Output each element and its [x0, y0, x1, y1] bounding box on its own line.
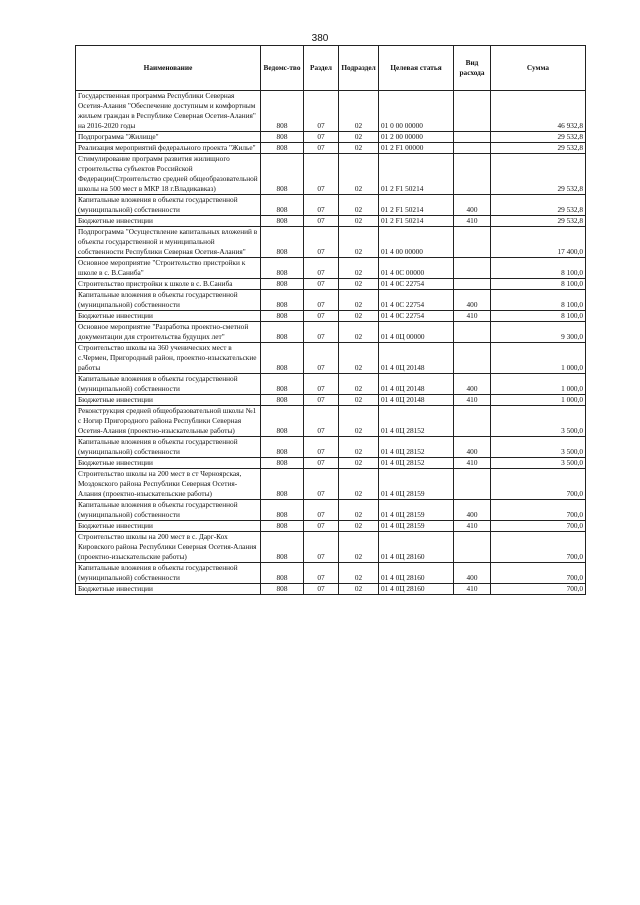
table-row	[76, 584, 586, 595]
row-razdel: 07	[304, 143, 339, 154]
table-row	[76, 91, 586, 132]
header-statya: Целевая статья	[379, 46, 454, 91]
row-statya: 01 4 0Ц 28152	[379, 406, 454, 437]
row-razdel: 07	[304, 500, 339, 521]
table-row	[76, 532, 586, 563]
row-podrazdel: 02	[339, 258, 379, 279]
row-razdel: 07	[304, 322, 339, 343]
row-razdel: 07	[304, 154, 339, 195]
row-ved: 808	[261, 395, 304, 406]
row-razdel: 07	[304, 521, 339, 532]
row-vid: 410	[454, 458, 491, 469]
table-header-row	[76, 46, 586, 91]
row-name: Строительство школы на 360 ученических мест в с.Чермен, Пригородный район, проектно-изыскательские работы	[76, 343, 261, 374]
row-name: Подпрограмма "Осуществление капитальных вложений в объекты государственной и муниципальной собственности Республики Северная Осетия-Алания"	[76, 227, 261, 258]
row-podrazdel: 02	[339, 532, 379, 563]
row-razdel: 07	[304, 91, 339, 132]
row-vid: 400	[454, 500, 491, 521]
row-podrazdel: 02	[339, 458, 379, 469]
table-row	[76, 279, 586, 290]
row-summa: 29 532,8	[491, 143, 586, 154]
row-vid	[454, 132, 491, 143]
row-summa: 29 532,8	[491, 216, 586, 227]
row-vid: 400	[454, 563, 491, 584]
row-statya: 01 2 00 00000	[379, 132, 454, 143]
row-podrazdel: 02	[339, 195, 379, 216]
row-name: Капитальные вложения в объекты государственной (муниципальной) собственности	[76, 500, 261, 521]
row-vid	[454, 406, 491, 437]
table-row	[76, 374, 586, 395]
row-statya: 01 4 0С 22754	[379, 279, 454, 290]
row-name: Государственная программа Республики Северная Осетия-Алания "Обеспечение доступным и комфортным жильем граждан в Республике Северная Осетия-Алания" на 2016-2020 годы	[76, 91, 261, 132]
row-vid: 410	[454, 395, 491, 406]
row-summa: 17 400,0	[491, 227, 586, 258]
row-summa: 1 000,0	[491, 374, 586, 395]
row-name: Бюджетные инвестиции	[76, 395, 261, 406]
row-summa: 700,0	[491, 469, 586, 500]
row-summa: 8 100,0	[491, 311, 586, 322]
table-row	[76, 216, 586, 227]
row-vid	[454, 532, 491, 563]
row-statya: 01 4 0Ц 28159	[379, 521, 454, 532]
row-razdel: 07	[304, 290, 339, 311]
row-summa: 1 000,0	[491, 343, 586, 374]
row-name: Бюджетные инвестиции	[76, 311, 261, 322]
row-statya: 01 4 0С 22754	[379, 290, 454, 311]
row-ved: 808	[261, 258, 304, 279]
row-statya: 01 4 0Ц 28152	[379, 437, 454, 458]
row-podrazdel: 02	[339, 406, 379, 437]
row-name: Капитальные вложения в объекты государственной (муниципальной) собственности	[76, 437, 261, 458]
table-row	[76, 395, 586, 406]
row-vid	[454, 279, 491, 290]
row-summa: 29 532,8	[491, 154, 586, 195]
row-statya: 01 4 0С 00000	[379, 258, 454, 279]
row-vid	[454, 143, 491, 154]
row-razdel: 07	[304, 458, 339, 469]
row-podrazdel: 02	[339, 311, 379, 322]
row-razdel: 07	[304, 311, 339, 322]
row-name: Капитальные вложения в объекты государственной (муниципальной) собственности	[76, 563, 261, 584]
row-podrazdel: 02	[339, 154, 379, 195]
row-statya: 01 0 00 00000	[379, 91, 454, 132]
table-row	[76, 143, 586, 154]
row-ved: 808	[261, 521, 304, 532]
row-name: Основное мероприятие "Строительство пристройки к школе в с. В.Санибa"	[76, 258, 261, 279]
row-statya: 01 4 0Ц 20148	[379, 343, 454, 374]
row-podrazdel: 02	[339, 290, 379, 311]
table-row	[76, 132, 586, 143]
row-podrazdel: 02	[339, 279, 379, 290]
header-summa: Сумма	[491, 46, 586, 91]
table-row	[76, 500, 586, 521]
row-vid: 400	[454, 290, 491, 311]
row-podrazdel: 02	[339, 91, 379, 132]
row-ved: 808	[261, 311, 304, 322]
row-statya: 01 4 0С 22754	[379, 311, 454, 322]
row-summa: 8 100,0	[491, 279, 586, 290]
row-name: Строительство школы на 200 мест в ст Черноярская, Моздокского района Республики Северная Осетия-Алания (проектно-изыскательские работы)	[76, 469, 261, 500]
row-statya: 01 4 00 00000	[379, 227, 454, 258]
row-podrazdel: 02	[339, 216, 379, 227]
row-podrazdel: 02	[339, 374, 379, 395]
table-row	[76, 290, 586, 311]
table-row	[76, 469, 586, 500]
row-razdel: 07	[304, 279, 339, 290]
row-ved: 808	[261, 563, 304, 584]
row-razdel: 07	[304, 374, 339, 395]
row-razdel: 07	[304, 532, 339, 563]
row-ved: 808	[261, 458, 304, 469]
table-row	[76, 437, 586, 458]
table-row	[76, 311, 586, 322]
row-vid: 400	[454, 195, 491, 216]
row-statya: 01 4 0Ц 28160	[379, 532, 454, 563]
table-row	[76, 154, 586, 195]
row-statya: 01 4 0Ц 28159	[379, 500, 454, 521]
row-statya: 01 2 F1 50214	[379, 195, 454, 216]
table-row	[76, 406, 586, 437]
row-vid: 410	[454, 216, 491, 227]
row-ved: 808	[261, 216, 304, 227]
row-summa: 29 532,8	[491, 132, 586, 143]
row-statya: 01 2 F1 50214	[379, 154, 454, 195]
row-ved: 808	[261, 500, 304, 521]
header-razdel: Раздел	[304, 46, 339, 91]
row-ved: 808	[261, 132, 304, 143]
row-statya: 01 4 0Ц 00000	[379, 322, 454, 343]
row-podrazdel: 02	[339, 500, 379, 521]
row-summa: 3 500,0	[491, 406, 586, 437]
row-ved: 808	[261, 91, 304, 132]
row-ved: 808	[261, 154, 304, 195]
table-row	[76, 563, 586, 584]
row-razdel: 07	[304, 584, 339, 595]
row-ved: 808	[261, 279, 304, 290]
row-ved: 808	[261, 532, 304, 563]
row-ved: 808	[261, 227, 304, 258]
row-summa: 9 300,0	[491, 322, 586, 343]
row-name: Бюджетные инвестиции	[76, 584, 261, 595]
row-vid: 400	[454, 374, 491, 395]
row-name: Стимулирование программ развития жилищного строительства субъектов Российской Федерации(Строительство средней общеобразовательной школы на 500 мест в МКР 18 г.Владикавказ)	[76, 154, 261, 195]
row-statya: 01 4 0Ц 28160	[379, 584, 454, 595]
row-razdel: 07	[304, 395, 339, 406]
row-vid: 410	[454, 521, 491, 532]
row-ved: 808	[261, 143, 304, 154]
row-name: Бюджетные инвестиции	[76, 521, 261, 532]
row-razdel: 07	[304, 563, 339, 584]
row-vid	[454, 227, 491, 258]
row-summa: 29 532,8	[491, 195, 586, 216]
row-ved: 808	[261, 195, 304, 216]
table-row	[76, 458, 586, 469]
row-razdel: 07	[304, 132, 339, 143]
row-name: Бюджетные инвестиции	[76, 458, 261, 469]
row-summa: 700,0	[491, 563, 586, 584]
row-razdel: 07	[304, 406, 339, 437]
row-vid: 410	[454, 584, 491, 595]
row-podrazdel: 02	[339, 227, 379, 258]
row-ved: 808	[261, 406, 304, 437]
row-statya: 01 4 0Ц 28160	[379, 563, 454, 584]
row-vid	[454, 154, 491, 195]
row-razdel: 07	[304, 216, 339, 227]
row-vid	[454, 258, 491, 279]
row-summa: 700,0	[491, 500, 586, 521]
row-razdel: 07	[304, 343, 339, 374]
row-name: Подпрограмма "Жилище"	[76, 132, 261, 143]
row-name: Строительство школы на 200 мест в с. Дарг-Кох Кировского района Республики Северная Осетия-Алания (проектно-изыскательские работы)	[76, 532, 261, 563]
row-podrazdel: 02	[339, 132, 379, 143]
row-ved: 808	[261, 343, 304, 374]
row-podrazdel: 02	[339, 437, 379, 458]
row-vid	[454, 469, 491, 500]
row-summa: 700,0	[491, 584, 586, 595]
row-summa: 8 100,0	[491, 258, 586, 279]
row-statya: 01 4 0Ц 20148	[379, 395, 454, 406]
table-row	[76, 322, 586, 343]
header-ved: Ведомс-тво	[261, 46, 304, 91]
header-name: Наименование	[76, 46, 261, 91]
row-podrazdel: 02	[339, 343, 379, 374]
header-vid: Вид расхода	[454, 46, 491, 91]
row-ved: 808	[261, 322, 304, 343]
row-name: Капитальные вложения в объекты государственной (муниципальной) собственности	[76, 374, 261, 395]
row-podrazdel: 02	[339, 395, 379, 406]
row-ved: 808	[261, 374, 304, 395]
row-name: Реконструкция средней общеобразовательной школы №1 с Ногир Пригородного района Республики Северная Осетия-Алания (проектно-изыскательные работы)	[76, 406, 261, 437]
row-statya: 01 2 F1 00000	[379, 143, 454, 154]
row-name: Бюджетные инвестиции	[76, 216, 261, 227]
table-row	[76, 195, 586, 216]
row-podrazdel: 02	[339, 584, 379, 595]
page-number: 380	[311, 33, 329, 44]
row-name: Строительство пристройки к школе в с. В.Саниба	[76, 279, 261, 290]
row-name: Капитальные вложения в объекты государственной (муниципальной) собственности	[76, 195, 261, 216]
table-row	[76, 521, 586, 532]
row-summa: 700,0	[491, 521, 586, 532]
row-statya: 01 4 0Ц 20148	[379, 374, 454, 395]
row-summa: 46 932,8	[491, 91, 586, 132]
row-vid: 400	[454, 437, 491, 458]
row-ved: 808	[261, 437, 304, 458]
row-ved: 808	[261, 584, 304, 595]
row-razdel: 07	[304, 195, 339, 216]
row-statya: 01 4 0Ц 28152	[379, 458, 454, 469]
row-statya: 01 4 0Ц 28159	[379, 469, 454, 500]
row-name: Реализация мероприятий федерального проекта "Жилье"	[76, 143, 261, 154]
row-podrazdel: 02	[339, 143, 379, 154]
budget-table	[75, 45, 586, 595]
row-podrazdel: 02	[339, 563, 379, 584]
row-razdel: 07	[304, 437, 339, 458]
row-name: Капитальные вложения в объекты государственной (муниципальной) собственности	[76, 290, 261, 311]
row-statya: 01 2 F1 50214	[379, 216, 454, 227]
row-ved: 808	[261, 290, 304, 311]
row-razdel: 07	[304, 258, 339, 279]
row-vid	[454, 343, 491, 374]
table-row	[76, 343, 586, 374]
table-row	[76, 258, 586, 279]
row-razdel: 07	[304, 469, 339, 500]
row-summa: 8 100,0	[491, 290, 586, 311]
row-name: Основное мероприятие "Разработка проектно-сметной документации для строительства будущих лет"	[76, 322, 261, 343]
row-ved: 808	[261, 469, 304, 500]
header-podrazdel: Подраздел	[339, 46, 379, 91]
row-summa: 1 000,0	[491, 395, 586, 406]
table-row	[76, 227, 586, 258]
row-podrazdel: 02	[339, 521, 379, 532]
row-vid	[454, 91, 491, 132]
row-podrazdel: 02	[339, 322, 379, 343]
row-summa: 3 500,0	[491, 437, 586, 458]
row-razdel: 07	[304, 227, 339, 258]
row-vid	[454, 322, 491, 343]
row-summa: 700,0	[491, 532, 586, 563]
row-vid: 410	[454, 311, 491, 322]
row-summa: 3 500,0	[491, 458, 586, 469]
row-podrazdel: 02	[339, 469, 379, 500]
